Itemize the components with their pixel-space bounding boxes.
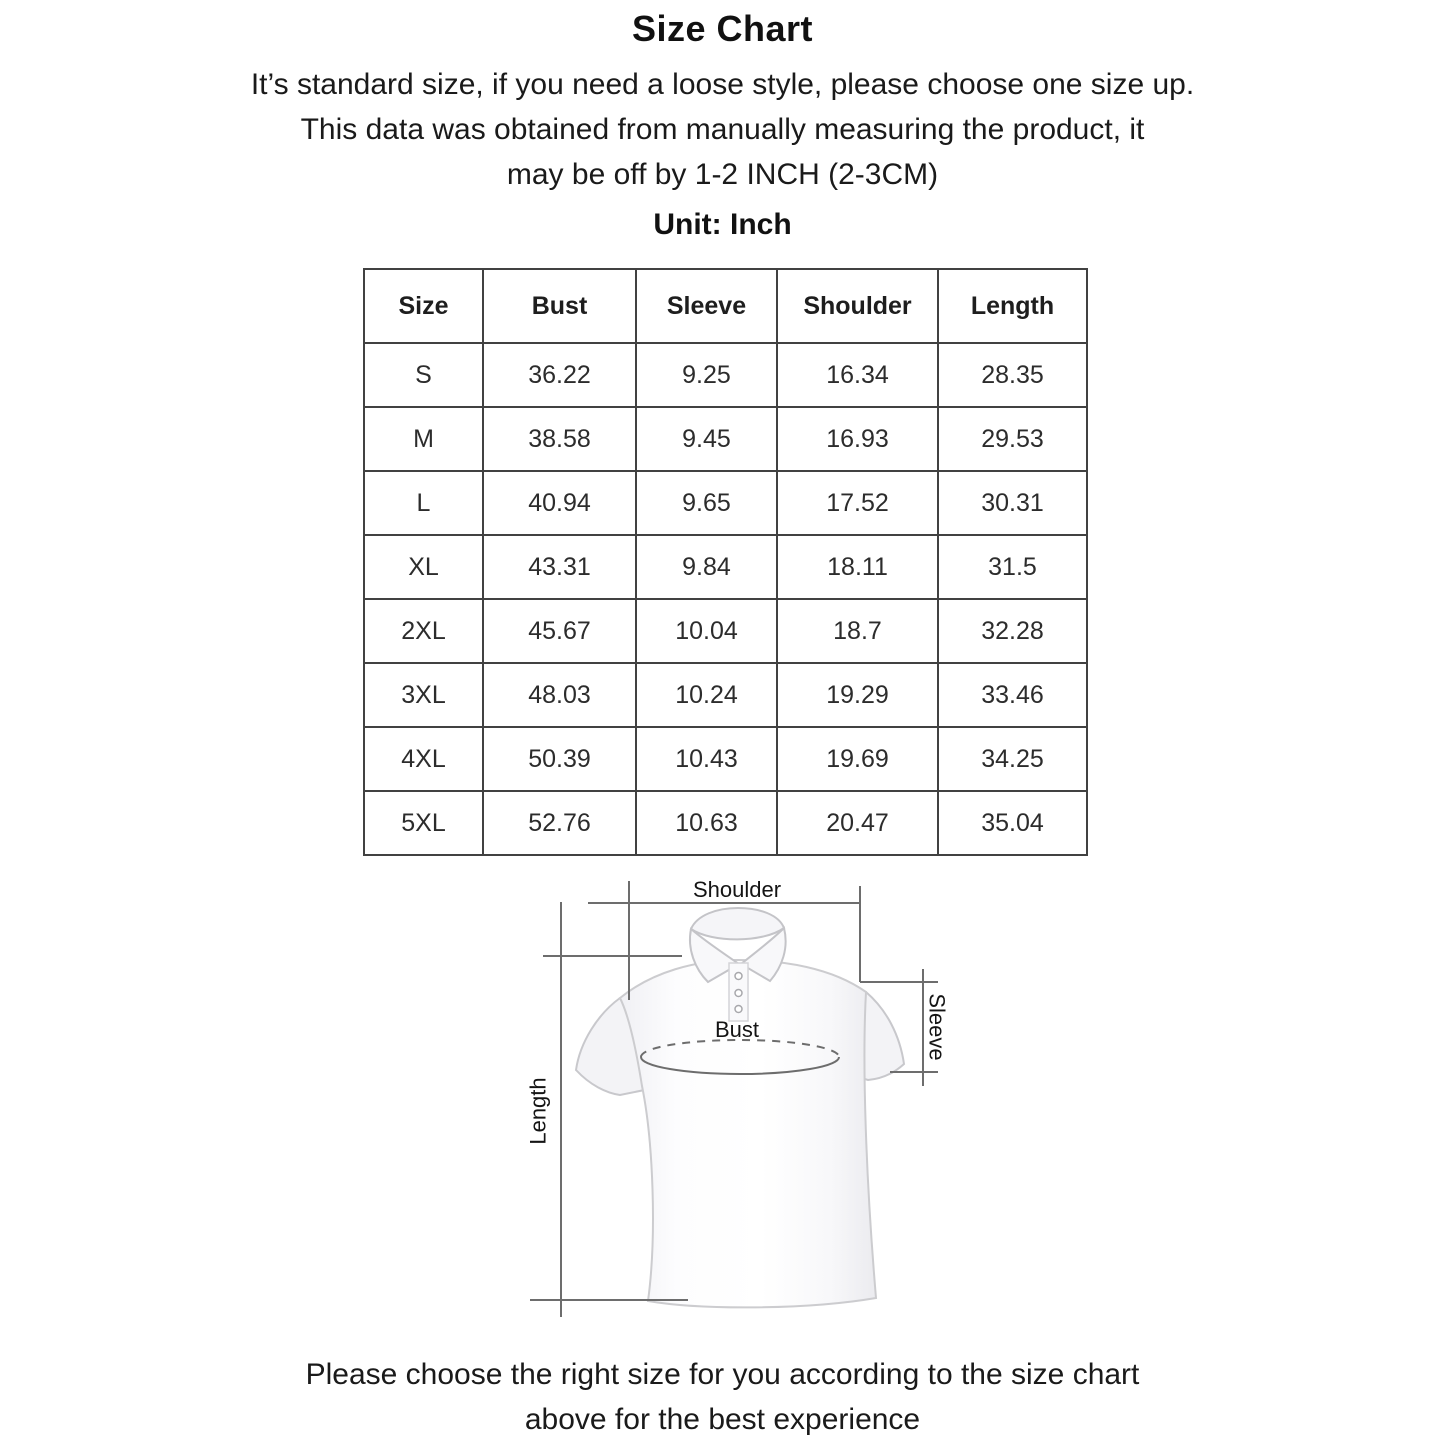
- footer-note-line: Please choose the right size for you according to the size chart: [305, 1358, 1140, 1391]
- column-header: Bust: [483, 269, 636, 343]
- measurement-cell: 35.04: [938, 791, 1087, 855]
- measurement-cell: 10.63: [636, 791, 777, 855]
- table-row: [364, 343, 1087, 407]
- shoulder-label: Shoulder: [692, 877, 782, 902]
- size-note-line: may be off by 1-2 INCH (2-3CM): [506, 158, 939, 191]
- column-header: Size: [364, 269, 483, 343]
- button: [735, 973, 742, 980]
- column-header: Length: [938, 269, 1087, 343]
- measurement-cell: 16.34: [777, 343, 938, 407]
- measurement-cell: 16.93: [777, 407, 938, 471]
- unit-label: Unit: Inch: [653, 208, 792, 241]
- measurement-cell: 52.76: [483, 791, 636, 855]
- size-cell: M: [364, 407, 483, 471]
- size-note: [0, 62, 1445, 197]
- collar-band: [691, 908, 784, 939]
- measurement-cell: 34.25: [938, 727, 1087, 791]
- button: [735, 1006, 742, 1013]
- measurement-cell: 9.84: [636, 535, 777, 599]
- page-title: Size Chart: [631, 8, 814, 49]
- size-cell: 3XL: [364, 663, 483, 727]
- measurement-cell: 32.28: [938, 599, 1087, 663]
- table-row: [364, 535, 1087, 599]
- measurement-cell: 38.58: [483, 407, 636, 471]
- measurement-cell: 36.22: [483, 343, 636, 407]
- measurement-cell: 9.65: [636, 471, 777, 535]
- polo-shirt-illustration: [576, 908, 904, 1307]
- measurement-cell: 18.11: [777, 535, 938, 599]
- measurement-cell: 30.31: [938, 471, 1087, 535]
- measurement-cell: 9.45: [636, 407, 777, 471]
- column-header: Sleeve: [636, 269, 777, 343]
- size-cell: 5XL: [364, 791, 483, 855]
- measurement-cell: 29.53: [938, 407, 1087, 471]
- measurement-cell: 19.29: [777, 663, 938, 727]
- size-table: [363, 268, 1088, 856]
- measurement-cell: 17.52: [777, 471, 938, 535]
- table-row: [364, 727, 1087, 791]
- sleeve-label: Sleeve: [924, 993, 950, 1061]
- measurement-cell: 18.7: [777, 599, 938, 663]
- size-cell: XL: [364, 535, 483, 599]
- measurement-cell: 28.35: [938, 343, 1087, 407]
- measurement-cell: 40.94: [483, 471, 636, 535]
- table-row: [364, 663, 1087, 727]
- table-row: [364, 791, 1087, 855]
- measurement-cell: 31.5: [938, 535, 1087, 599]
- button: [735, 990, 742, 997]
- size-cell: 2XL: [364, 599, 483, 663]
- header-row: [364, 269, 1087, 343]
- measurement-cell: 48.03: [483, 663, 636, 727]
- column-header: Shoulder: [777, 269, 938, 343]
- footer-note-line: above for the best experience: [524, 1403, 921, 1436]
- size-cell: S: [364, 343, 483, 407]
- measurement-cell: 20.47: [777, 791, 938, 855]
- table-row: [364, 407, 1087, 471]
- measurement-cell: 33.46: [938, 663, 1087, 727]
- measurement-cell: 19.69: [777, 727, 938, 791]
- size-cell: 4XL: [364, 727, 483, 791]
- table-row: [364, 599, 1087, 663]
- measurement-cell: 50.39: [483, 727, 636, 791]
- measurement-cell: 10.43: [636, 727, 777, 791]
- measurement-cell: 43.31: [483, 535, 636, 599]
- bust-label: Bust: [714, 1017, 760, 1042]
- table-row: [364, 471, 1087, 535]
- measurement-cell: 45.67: [483, 599, 636, 663]
- measurement-cell: 10.24: [636, 663, 777, 727]
- measurement-cell: 10.04: [636, 599, 777, 663]
- size-note-line: It’s standard size, if you need a loose style, please choose one size up.: [250, 68, 1195, 101]
- measurement-cell: 9.25: [636, 343, 777, 407]
- size-note-line: This data was obtained from manually measuring the product, it: [300, 113, 1145, 146]
- measurement-diagram: [480, 868, 980, 1338]
- footer-note: [0, 1352, 1445, 1442]
- size-cell: L: [364, 471, 483, 535]
- length-label: Length: [525, 1077, 551, 1145]
